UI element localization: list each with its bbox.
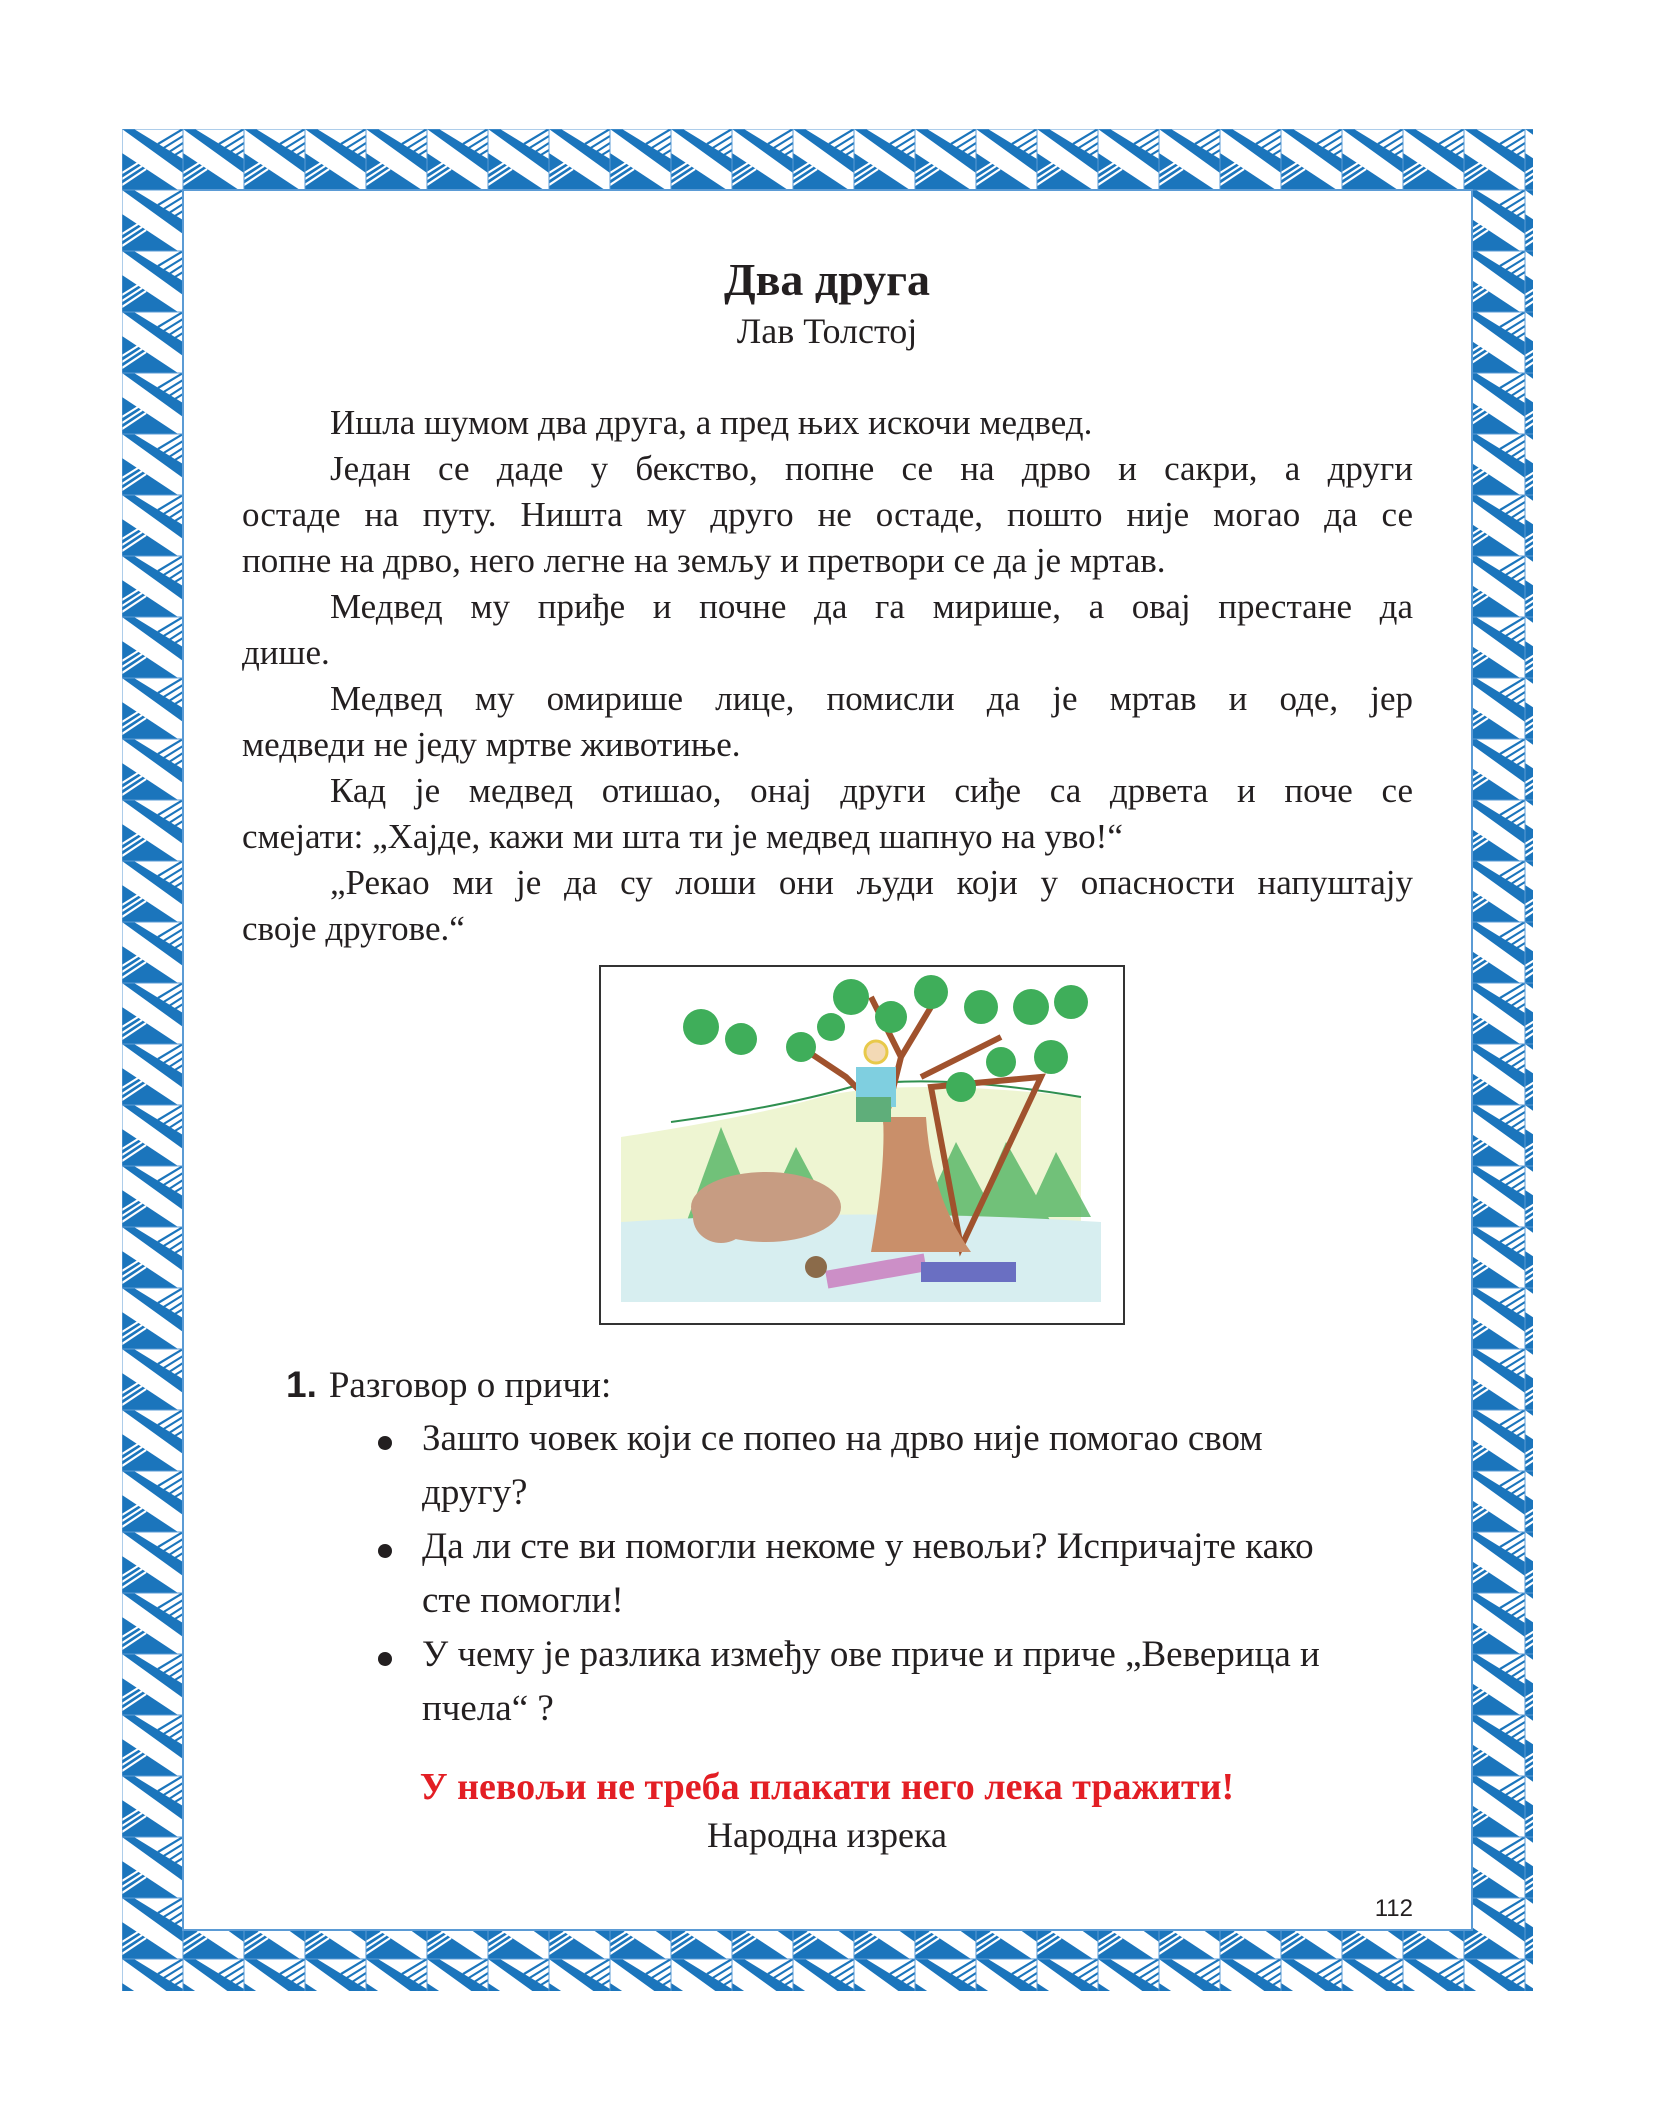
bullet-line: Да ли сте ви помогли некоме у невољи? Испричајте како	[422, 1526, 1314, 1567]
page-number: 112	[1374, 1895, 1413, 1922]
story-line: Један се даде у бекство, попне се на дрво и сакри, а други	[330, 449, 1413, 488]
proverb-source: Народна изрека	[707, 1815, 947, 1855]
bullet-icon	[378, 1544, 392, 1558]
story-line: Медвед му приђе и почне да га мирише, а овај престане да	[330, 587, 1413, 626]
story-line: Кад је медвед отишао, онај други сиђе са дрвета и поче се	[330, 771, 1413, 810]
bullet-icon	[378, 1652, 392, 1666]
story-line: попне на дрво, него легне на земљу и претвори се да је мртав.	[242, 541, 1166, 580]
story-line: медведи не једу мртве животиње.	[242, 725, 741, 764]
story-line: своје другове.“	[242, 909, 465, 948]
bullet-line: пчела“ ?	[422, 1688, 554, 1729]
question-number: 1.	[286, 1364, 317, 1405]
proverb: У невољи не треба плакати него лека тражити!	[419, 1766, 1235, 1808]
bullet-line: Зашто човек који се попео на дрво није помогао свом	[422, 1418, 1263, 1459]
story-line: Ишла шумом два друга, а пред њих искочи медвед.	[330, 403, 1093, 442]
bullet-icon	[378, 1436, 392, 1450]
story-illustration	[599, 965, 1125, 1325]
story-line: дише.	[242, 633, 330, 672]
story-title: Два друга	[723, 254, 931, 305]
question-label: Разговор о причи:	[328, 1365, 612, 1406]
story-line: остаде на путу. Ништа му друго не остаде, пошто није могао да се	[242, 495, 1413, 534]
story-line: Медвед му омирише лице, помисли да је мртав и оде, јер	[330, 679, 1413, 718]
story-line: смејати: „Хајде, кажи ми шта ти је медвед шапнуо на уво!“	[242, 817, 1123, 856]
story-text	[242, 400, 1413, 952]
bullet-line: У чему је разлика између ове приче и приче „Веверица и	[422, 1634, 1320, 1675]
story-line: „Рекао ми је да су лоши они људи који у опасности напуштају	[330, 863, 1413, 902]
bullet-line: другу?	[422, 1472, 528, 1513]
question-heading	[286, 1360, 611, 1411]
story-author: Лав Толстој	[736, 311, 918, 351]
bullet-line: сте помогли!	[422, 1580, 624, 1621]
